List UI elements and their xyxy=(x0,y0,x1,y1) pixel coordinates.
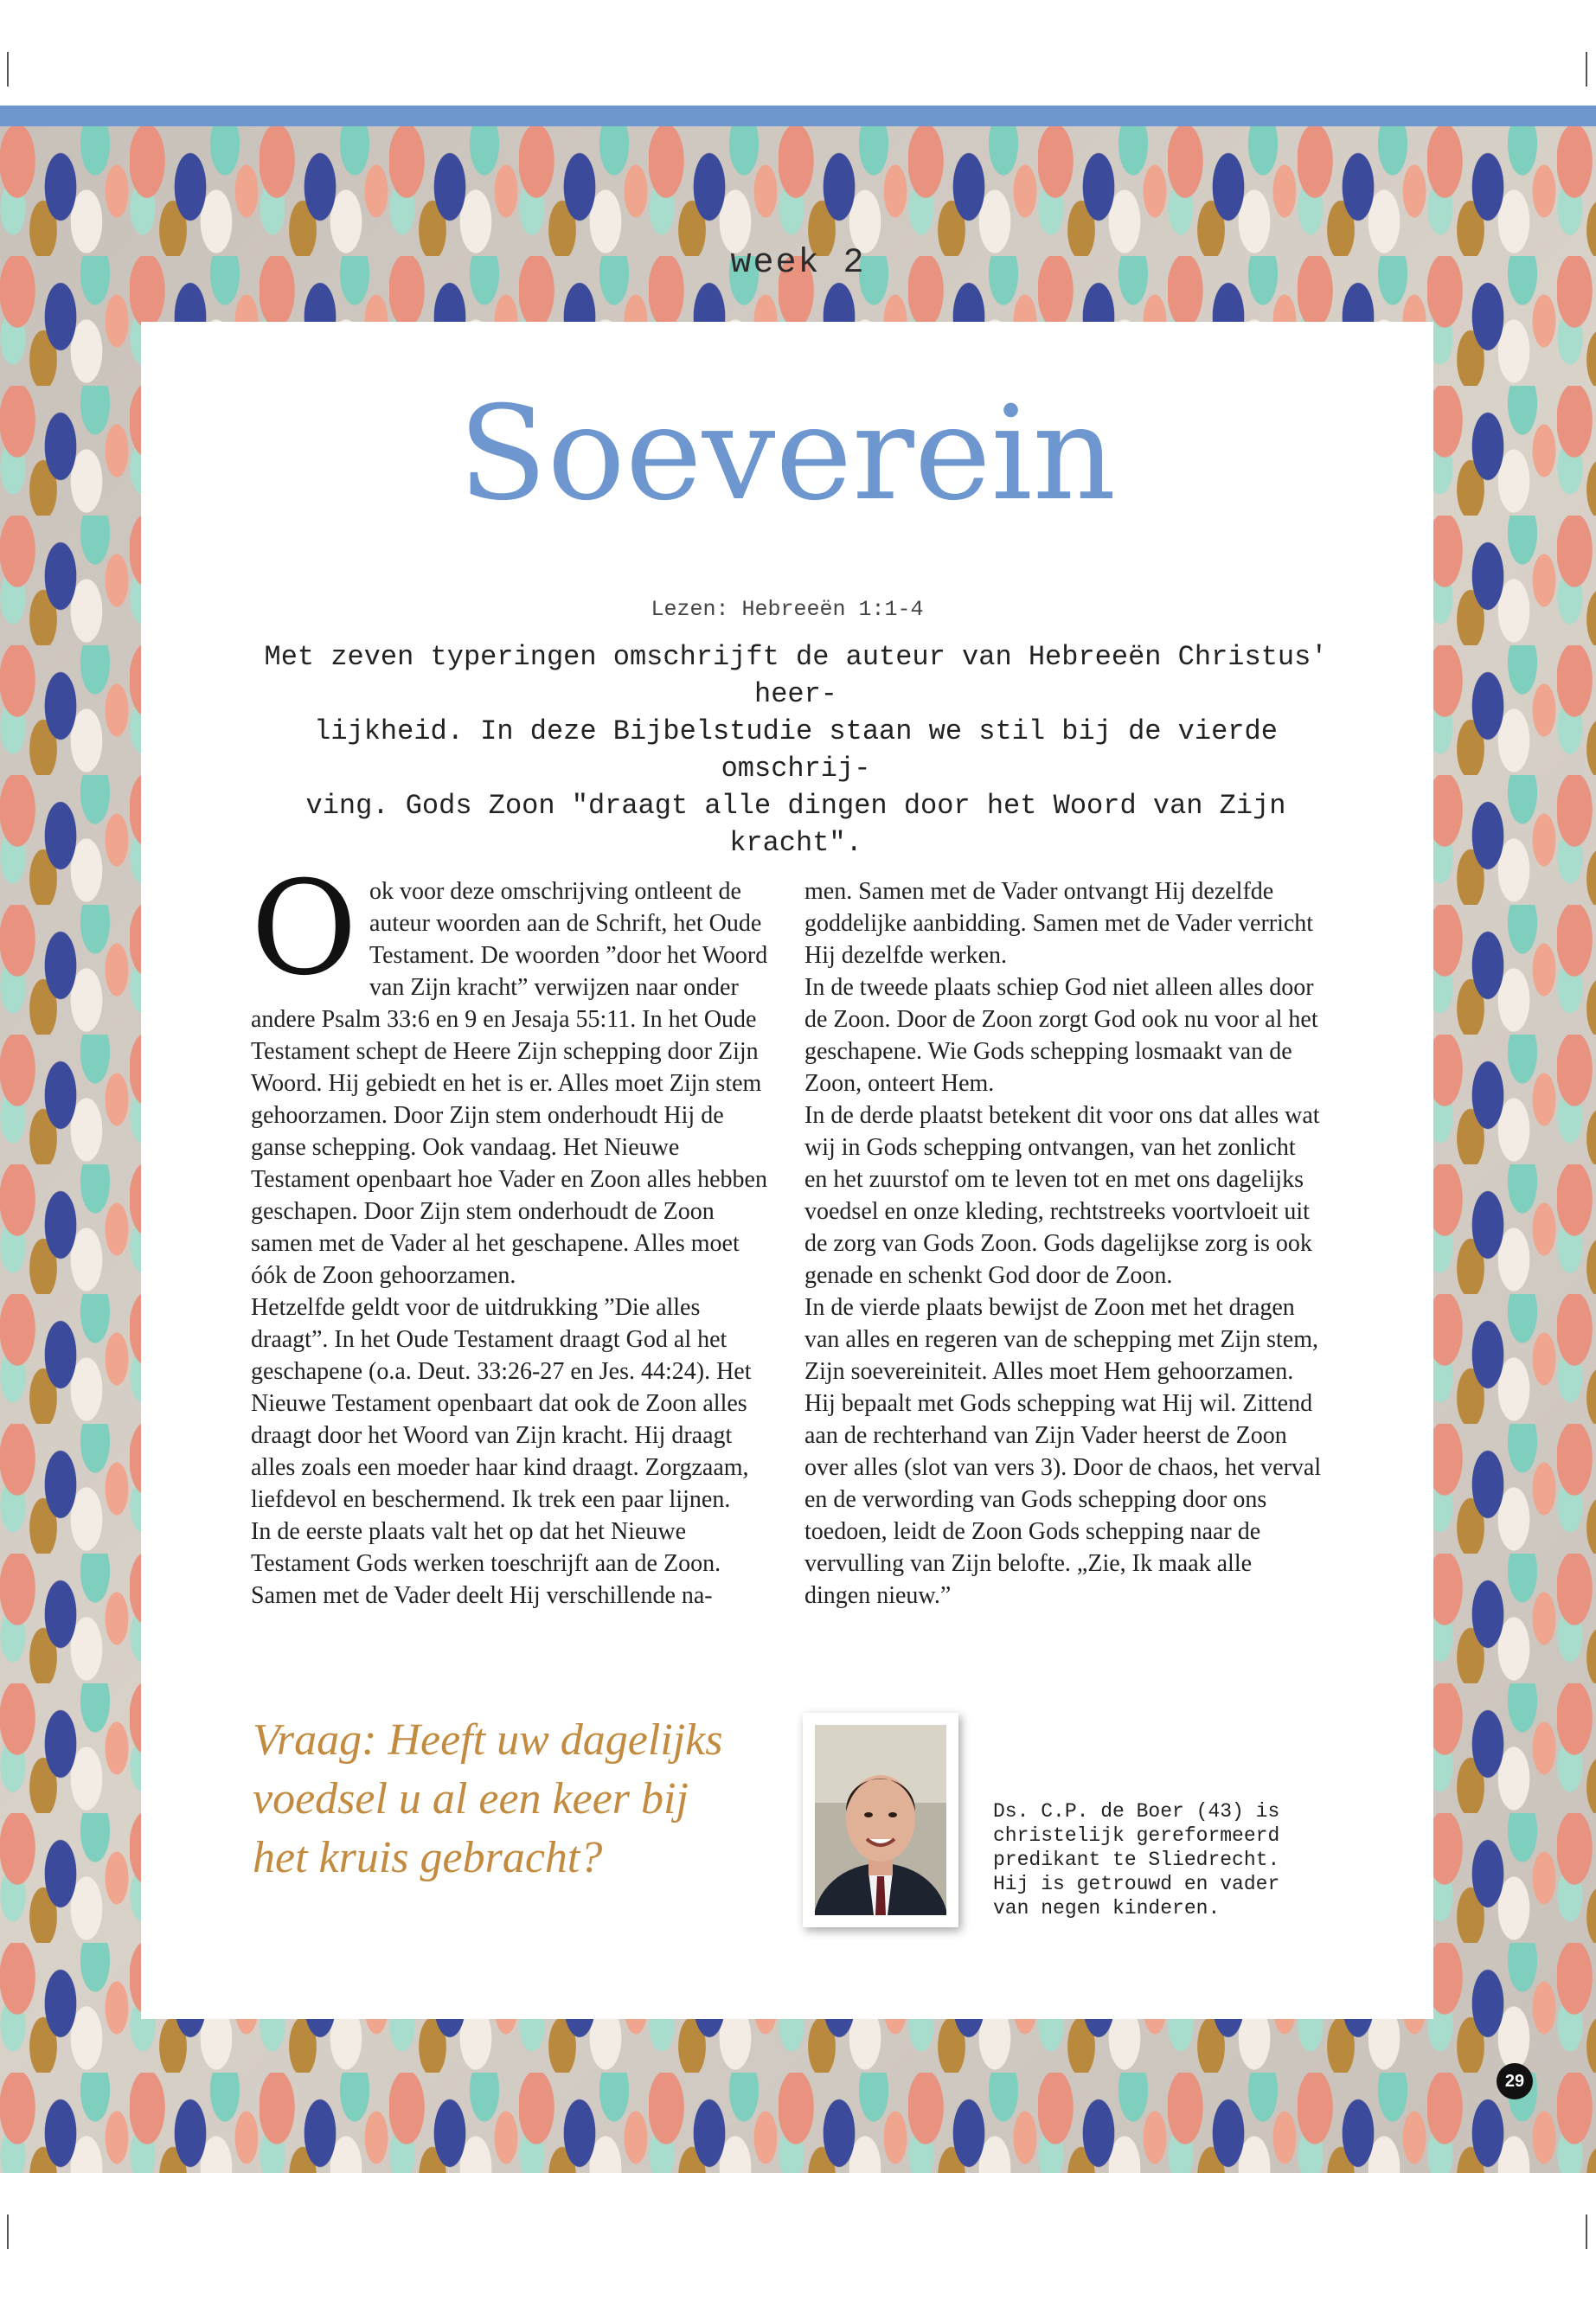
body-paragraph: In de derde plaatst betekent dit voor ons dat alles wat wij in Gods schepping ontvangen, van het zonlicht en het zuurstof om te leven tot en met ons dagelijks voedsel en onze kleding, rechtstreeks voortvloeit uit de zorg van Gods Zoon. Gods dagelijkse zorg is ook genade en schenkt God door de Zoon. xyxy=(804,1102,1320,1289)
body-paragraph xyxy=(251,854,770,1292)
body-column-right xyxy=(804,875,1324,1612)
author-photo xyxy=(803,1713,958,1927)
crop-mark-top-left xyxy=(7,52,9,87)
article-title: Soeverein xyxy=(458,379,1117,529)
intro-line: Met zeven typeringen omschrijft de auteur van Hebreeën Christus' heer- xyxy=(264,641,1328,710)
bio-line: Ds. C.P. de Boer (43) is xyxy=(993,1800,1280,1823)
question-line: voedsel u al een keer bij xyxy=(253,1774,689,1823)
body-paragraph: men. Samen met de Vader ontvangt Hij dezelfde goddelijke aanbidding. Samen met de Vader verricht Hij dezelfde werken. xyxy=(804,878,1314,969)
bio-line: predikant te Sliedrecht. xyxy=(993,1849,1280,1871)
body-paragraph: In de eerste plaats valt het op dat het Nieuwe Testament Gods werken toeschrijft aan de Zoon. Samen met de Vader deelt Hij verschillende na- xyxy=(251,1518,721,1609)
body-paragraph: In de tweede plaats schiep God niet alleen alles door de Zoon. Door de Zoon zorgt God ook nu voor al het geschapene. Wie Gods schepping losmaakt van de Zoon, onteert Hem. xyxy=(804,974,1318,1097)
portrait-image xyxy=(815,1725,946,1915)
intro-text xyxy=(242,638,1349,862)
body-column-left xyxy=(251,854,770,1612)
crop-mark-bottom-left xyxy=(7,2214,9,2249)
top-accent-bar xyxy=(0,106,1596,126)
body-paragraph: Hetzelfde geldt voor de uitdrukking ”Die alles draagt”. In het Oude Testament draagt God al het geschapene (o.a. Deut. 33:26-27 en Jes. 44:24). Het Nieuwe Testament openbaart dat ook de Zoon alles draagt door het Woord van Zijn kracht. Hij draagt alles zoals een moeder haar kind draagt. Zorgzaam, liefdevol en beschermend. Ik trek een paar lijnen. xyxy=(251,1294,752,1513)
bio-line: christelijk gereformeerd xyxy=(993,1824,1280,1847)
page-number: 29 xyxy=(1497,2063,1533,2099)
bio-line: van negen kinderen. xyxy=(993,1897,1221,1920)
crop-mark-top-right xyxy=(1586,52,1587,87)
drop-cap: O xyxy=(251,854,357,1004)
question-callout xyxy=(253,1711,772,1888)
question-line: Vraag: Heeft uw dagelijks xyxy=(253,1715,723,1765)
body-paragraph: In de vierde plaats bewijst de Zoon met het dragen van alles en regeren van de schepping met Zijn stem, Zijn soevereiniteit. Alles moet Hem gehoorzamen. Hij bepaalt met Gods schepping wat Hij wil. Zittend aan de rechterhand van Zijn Vader heerst de Zoon over alles (slot van vers 3). Door de chaos, het verval en de verwording van Gods schepping door ons toedoen, leidt de Zoon Gods schepping naar de vervulling van Zijn belofte. „Zie, Ik maak alle dingen nieuw.” xyxy=(804,1294,1322,1609)
author-bio xyxy=(993,1799,1322,1920)
intro-line: ving. Gods Zoon "draagt alle dingen door het Woord van Zijn kracht". xyxy=(305,790,1286,859)
crop-mark-bottom-right xyxy=(1586,2214,1587,2249)
paragraph-text: ok voor deze omschrijving ontleent de auteur woorden aan de Schrift, het Oude Testament. De woorden ”door het Woord van Zijn kracht” verwijzen naar onder andere Psalm 33:6 en 9 en Jesaja 55:11. In het Oude Testament schept de Heere Zijn schepping door Zijn Woord. Hij gebiedt en het is er. Alles moet Zijn stem gehoorzamen. Door Zijn stem onderhoudt Hij de ganse schepping. Ook vandaag. Het Nieuwe Testament openbaart hoe Vader en Zoon alles hebben geschapen. Door Zijn stem onderhoudt de Zoon samen met de Vader al het geschapene. Alles moet óók de Zoon gehoorzamen. xyxy=(251,878,768,1289)
reading-reference: Lezen: Hebreeën 1:1-4 xyxy=(651,597,924,622)
bio-line: Hij is getrouwd en vader xyxy=(993,1873,1280,1895)
week-label: week 2 xyxy=(730,244,866,283)
question-line: het kruis gebracht? xyxy=(253,1833,603,1882)
intro-line: lijkheid. In deze Bijbelstudie staan we stil bij de vierde omschrij- xyxy=(314,715,1278,785)
